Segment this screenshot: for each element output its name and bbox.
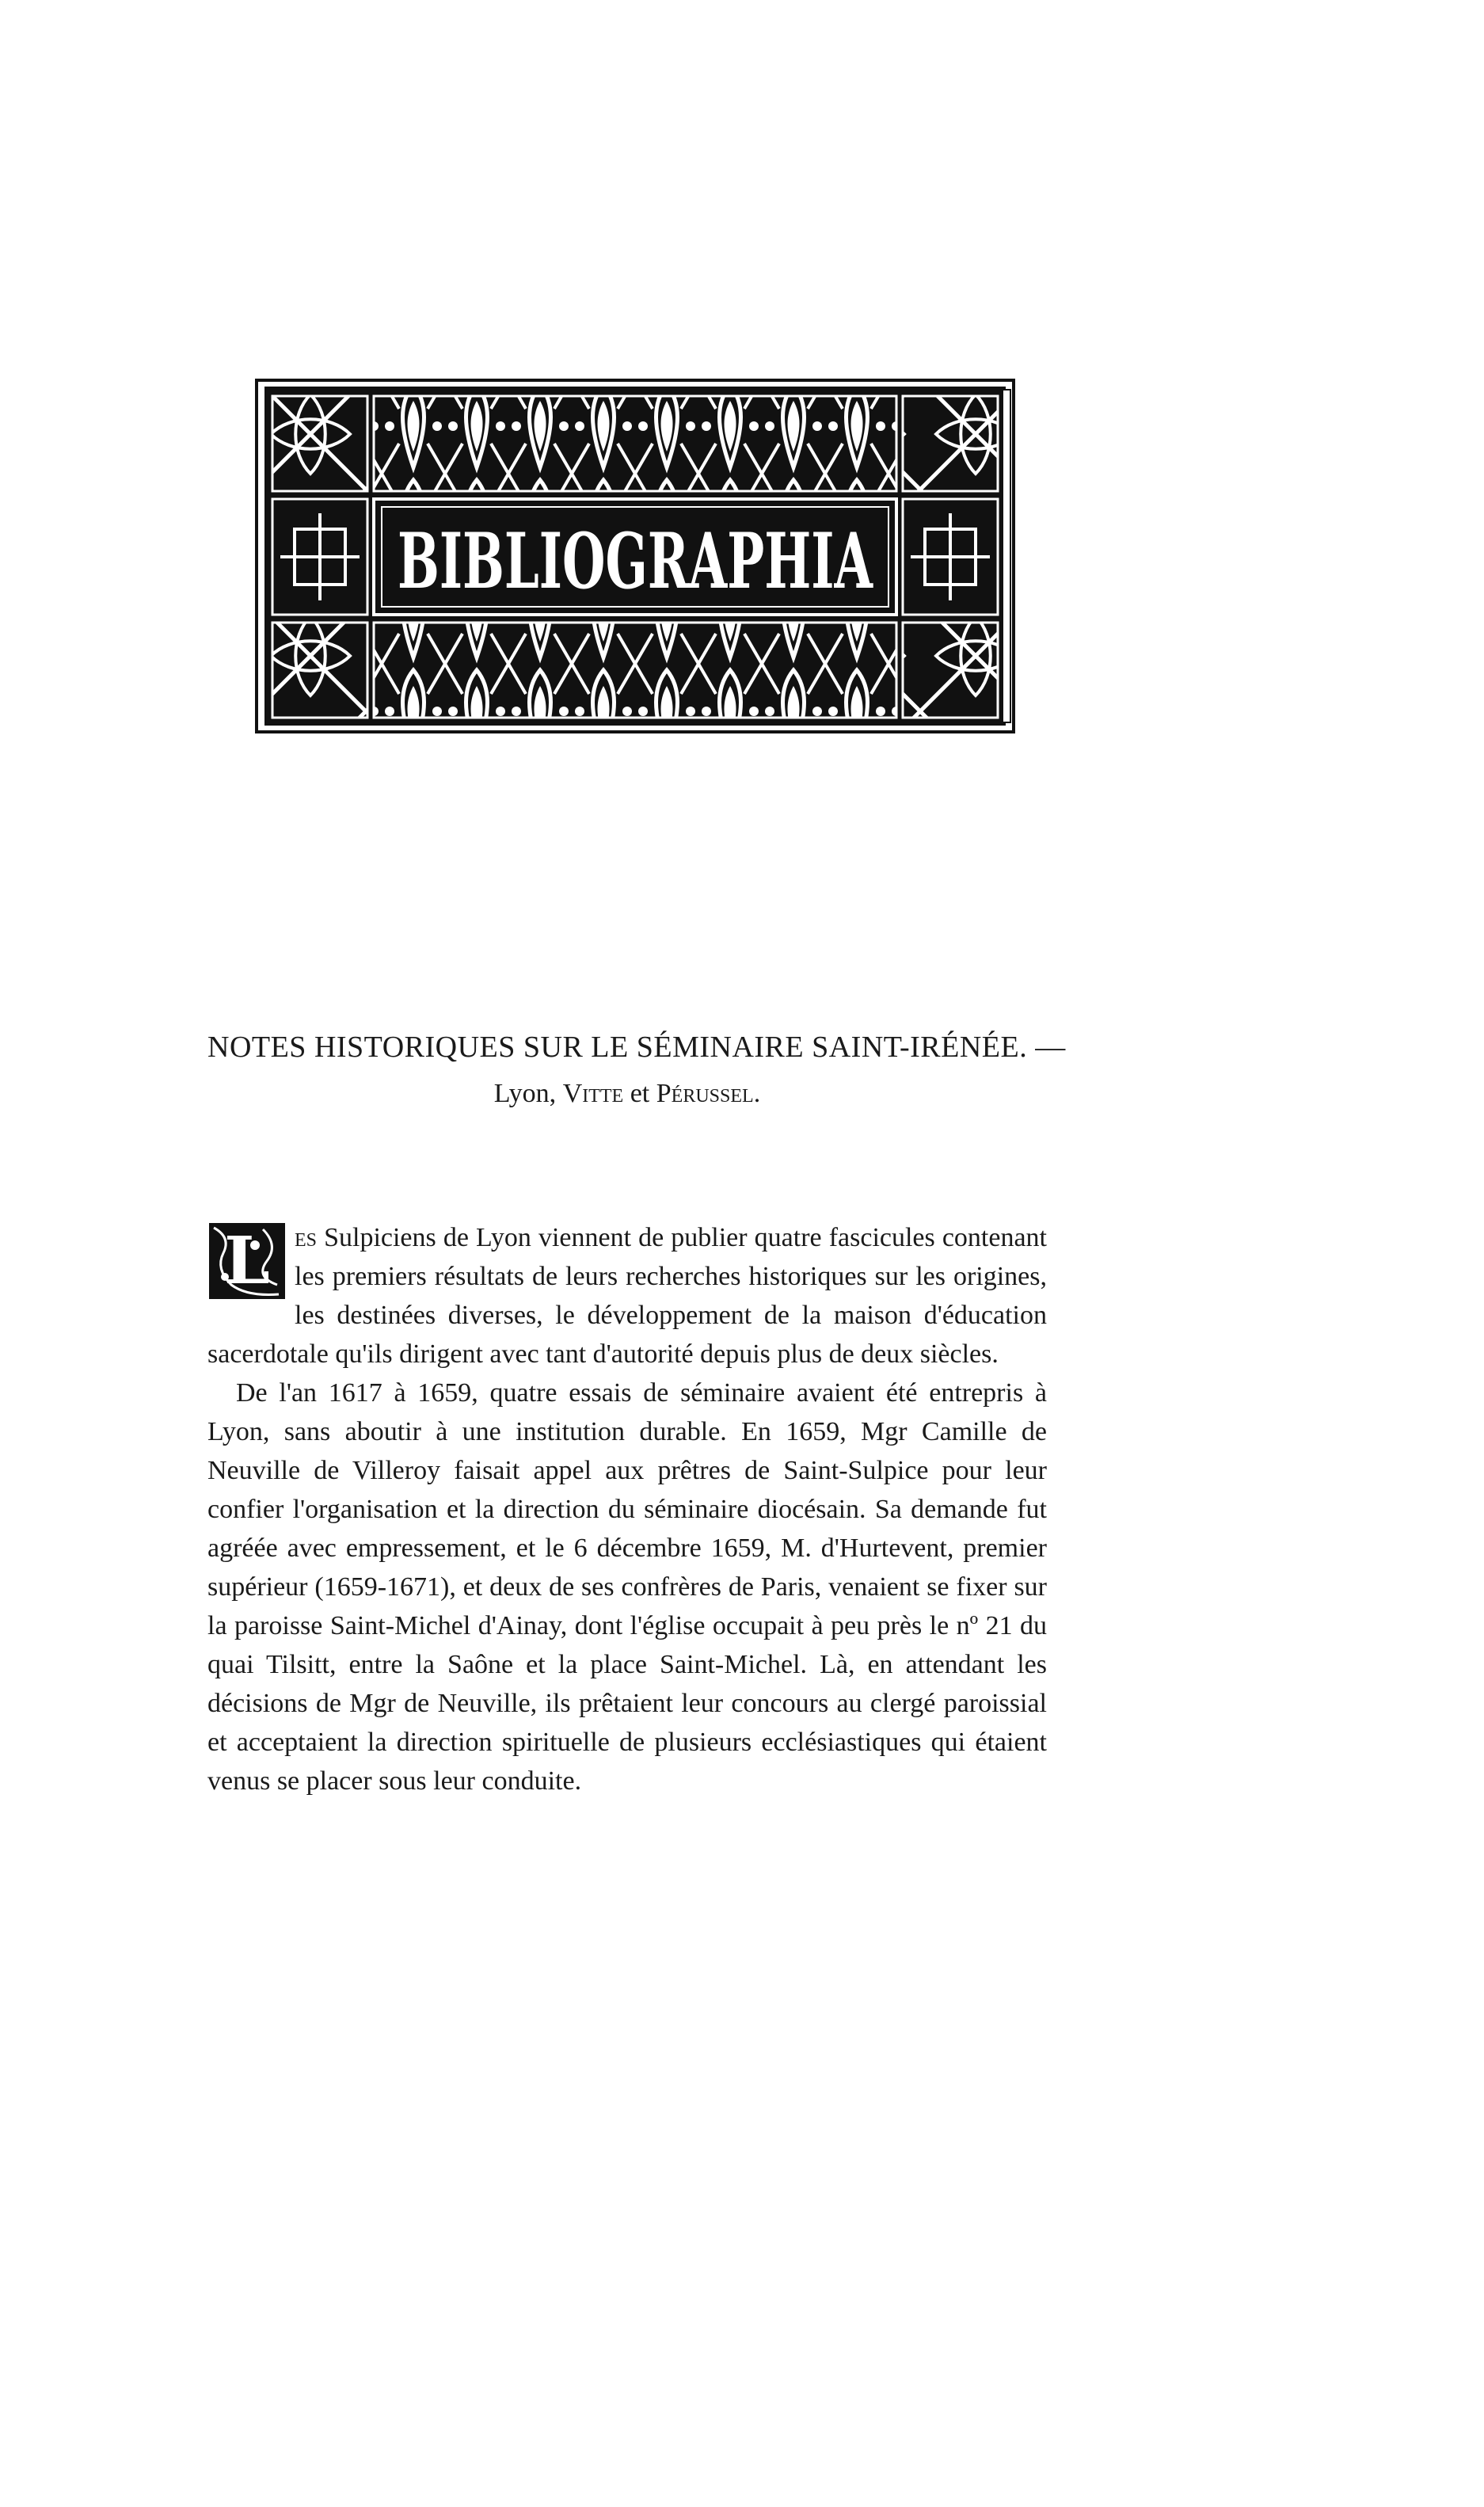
article-title xyxy=(207,1030,1066,1109)
title-line: NOTES HISTORIQUES SUR LE SÉMINAIRE SAINT-IRÉNÉE. — xyxy=(207,1031,1066,1064)
publisher-name-perussel: Pérussel. xyxy=(656,1079,761,1108)
paragraph-2: De l'an 1617 à 1659, quatre essais de séminaire avaient été entrepris à Lyon, sans aboutir à une institution durable. En 1659, Mgr Camille de Neuville de Villeroy faisait appel aux prêtres de Saint-Sulpice pour leur confier l'organisation et la direction du séminaire diocésain. Sa demande fut agréée avec empressement, et le 6 décembre 1659, M. d'Hurtevent, premier supérieur (1659-1671), et deux de ses confrères de Paris, venaient se fixer sur la paroisse Saint-Michel d'Ainay, dont l'église occupait à peu près le nº 21 du quai Tilsitt, entre la Saône et la place Saint-Michel. Là, en attendant les décisions de Mgr de Neuville, ils prêtaient leur concours au clergé paroissial et acceptaient la direction spirituelle de plusieurs ecclésiastiques qui étaient venus se placer sous leur conduite. xyxy=(207,1378,1047,1796)
paragraph-1 xyxy=(207,1218,1047,1374)
dropcap-letter: L xyxy=(224,1223,270,1299)
dropcap-icon xyxy=(207,1221,287,1301)
bibliographia-banner xyxy=(255,379,1015,733)
publisher-line xyxy=(207,1079,1047,1109)
publisher-name-vitte: Vitte xyxy=(562,1079,624,1108)
paragraph-1-text: Sulpiciens de Lyon viennent de publier quatre fascicules contenant les premiers résultats de leurs recherches historiques sur les origines, les destinées diverses, le développement de la maison d'éducation sacerdotale qu'ils dirigent avec tant d'autorité depuis plus de deux siècles. xyxy=(207,1223,1047,1369)
banner-title: BIBLIOGRAPHIA xyxy=(398,516,873,606)
publisher-city: Lyon, xyxy=(493,1079,563,1108)
article-body xyxy=(207,1218,1047,1800)
dropcap-rest: es xyxy=(295,1223,318,1252)
ornamental-frame-icon xyxy=(255,379,1015,733)
publisher-and: et xyxy=(623,1079,656,1108)
